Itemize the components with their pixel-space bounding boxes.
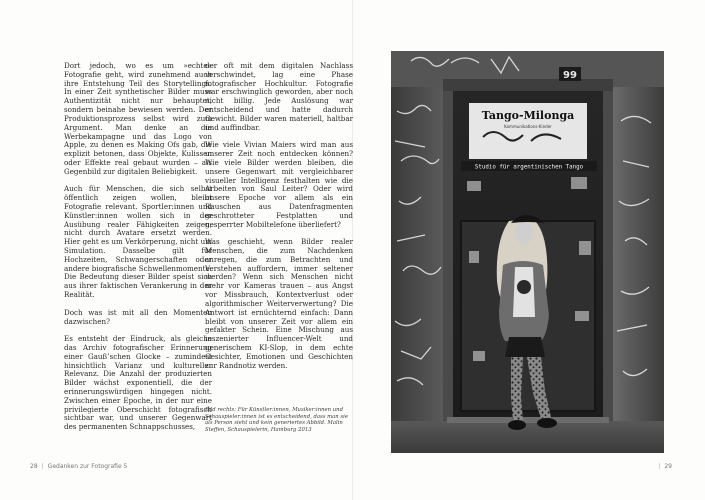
portrait-photo — [391, 51, 664, 453]
door-number: 99 — [563, 70, 577, 81]
page-number-left: 28 — [30, 463, 38, 470]
sign-shop-name: Tango-Milonga — [481, 109, 575, 122]
sign-shop-sub: Kommunikations-Kinder — [504, 124, 552, 129]
running-title: Gedanken zur Fotografie 5 — [47, 463, 128, 470]
paragraph: Wie viele Vivian Maiers wird man aus unserer Zeit noch entdecken können? Wie viele Bilder werden bleiben, die unsere Gegenwart mit vergleichbarer visueller Intelligenz festhalten wie die Arbeiten von Saul Leiter? Oder wird unsere Epoche vor allem als ein Rauschen aus Datenfragmenten geschrotteter Festplatten und gesperrter Mobiltelefone überliefert? — [205, 140, 353, 229]
paragraph: Es entsteht der Eindruck, als gleiche das Archiv fotografischer Erinnerung einer Gauß’schen Glocke – zumindest hinsichtlich Varianz und kultureller Relevanz. Die Anzahl der produzierten Bilder wächst exponentiell, die der erinnerungswürdigen hingegen nicht. Zwischen einer Epoche, in der nur eine privilegierte Oberschicht fotografisch sichtbar war, und unserer Gegenwart des permanenten Schnappschusses, — [64, 334, 212, 432]
paragraph: Dort jedoch, wo es um »echte« Fotografie geht, wird zunehmend auch ihre Entstehung Teil des Storytellings. In einer Zeit synthetischer Bilder muss Authentizität nicht nur behauptet, sondern beinahe bewiesen werden. Der Produktionsprozess selbst wird zum Argument. Man denke an die Werbekampagne und das Logo von Apple, zu denen es Making Ofs gab, die explizit betonen, dass Objekte, Kulissen oder Effekte real gebaut wurden – als Gegenbild zur digitalen Beliebigkeit. — [64, 61, 212, 176]
paragraph: Auch für Menschen, die sich selbst öffentlich zeigen wollen, bleibt Fotografie relevant. Sportler:innen und Künstler:innen wollen sich in der Ausübung realer Fähigkeiten zeigen, nicht durch Avatare ersetzt werden. Hier geht es um Verkörperung, nicht um Simulation. Dasselbe gilt für Hochzeiten, Schwangerschaften oder andere biografische Schwellenmomente. Die Bedeutung dieser Bilder speist sich aus ihrer faktischen Verankerung in der Realität. — [64, 184, 212, 300]
paragraph: Doch was ist mit all den Momenten dazwischen? — [64, 307, 212, 326]
paragraph: Was geschieht, wenn Bilder realer Menschen, die zum Nachdenken anregen, die zum Betrachten und Verstehen auffordern, immer seltener werden? Wenn sich Menschen nicht mehr vor Kameras trauen – aus Angst vor Missbrauch, Kontextverlust oder algorithmischer Weiterverwertung? Die Antwort ist ernüchternd einfach: Dann bleibt von unserer Zeit vor allem ein gefakter Schein. Eine Mischung aus inszenierter Influencer-Welt und generischem KI-Slop, in dem echte Gesichter, Emotionen und Geschichten zur Randnotiz werden. — [205, 237, 353, 370]
photo-caption: Bild rechts: Für Künstler:innen, Musiker:innen und Schauspieler:innen ist es entscheidend, dass man sie als Person sieht und kein generiertes Abbild. Malin Steffen, Schauspielerin, Hamburg 2013 — [205, 407, 348, 433]
folio-separator: | — [41, 463, 44, 470]
text-column-left — [64, 62, 212, 441]
paragraph: der oft mit dem digitalen Nachlass verschwindet, lag eine Phase fotografischer Hochkultur. Fotografie war erschwinglich geworden, aber noch nicht billig. Jede Auslösung war entscheidend und hatte dadurch Gewicht. Bilder waren materiell, haltbar und auffindbar. — [205, 61, 353, 132]
text-column-right — [205, 62, 353, 379]
folio-separator: | — [658, 463, 661, 470]
page-number-right: 29 — [664, 463, 672, 470]
sign-studio-line: Studio für argentinischen Tango — [474, 164, 584, 171]
folio-right — [654, 463, 672, 470]
folio-left — [30, 463, 127, 470]
